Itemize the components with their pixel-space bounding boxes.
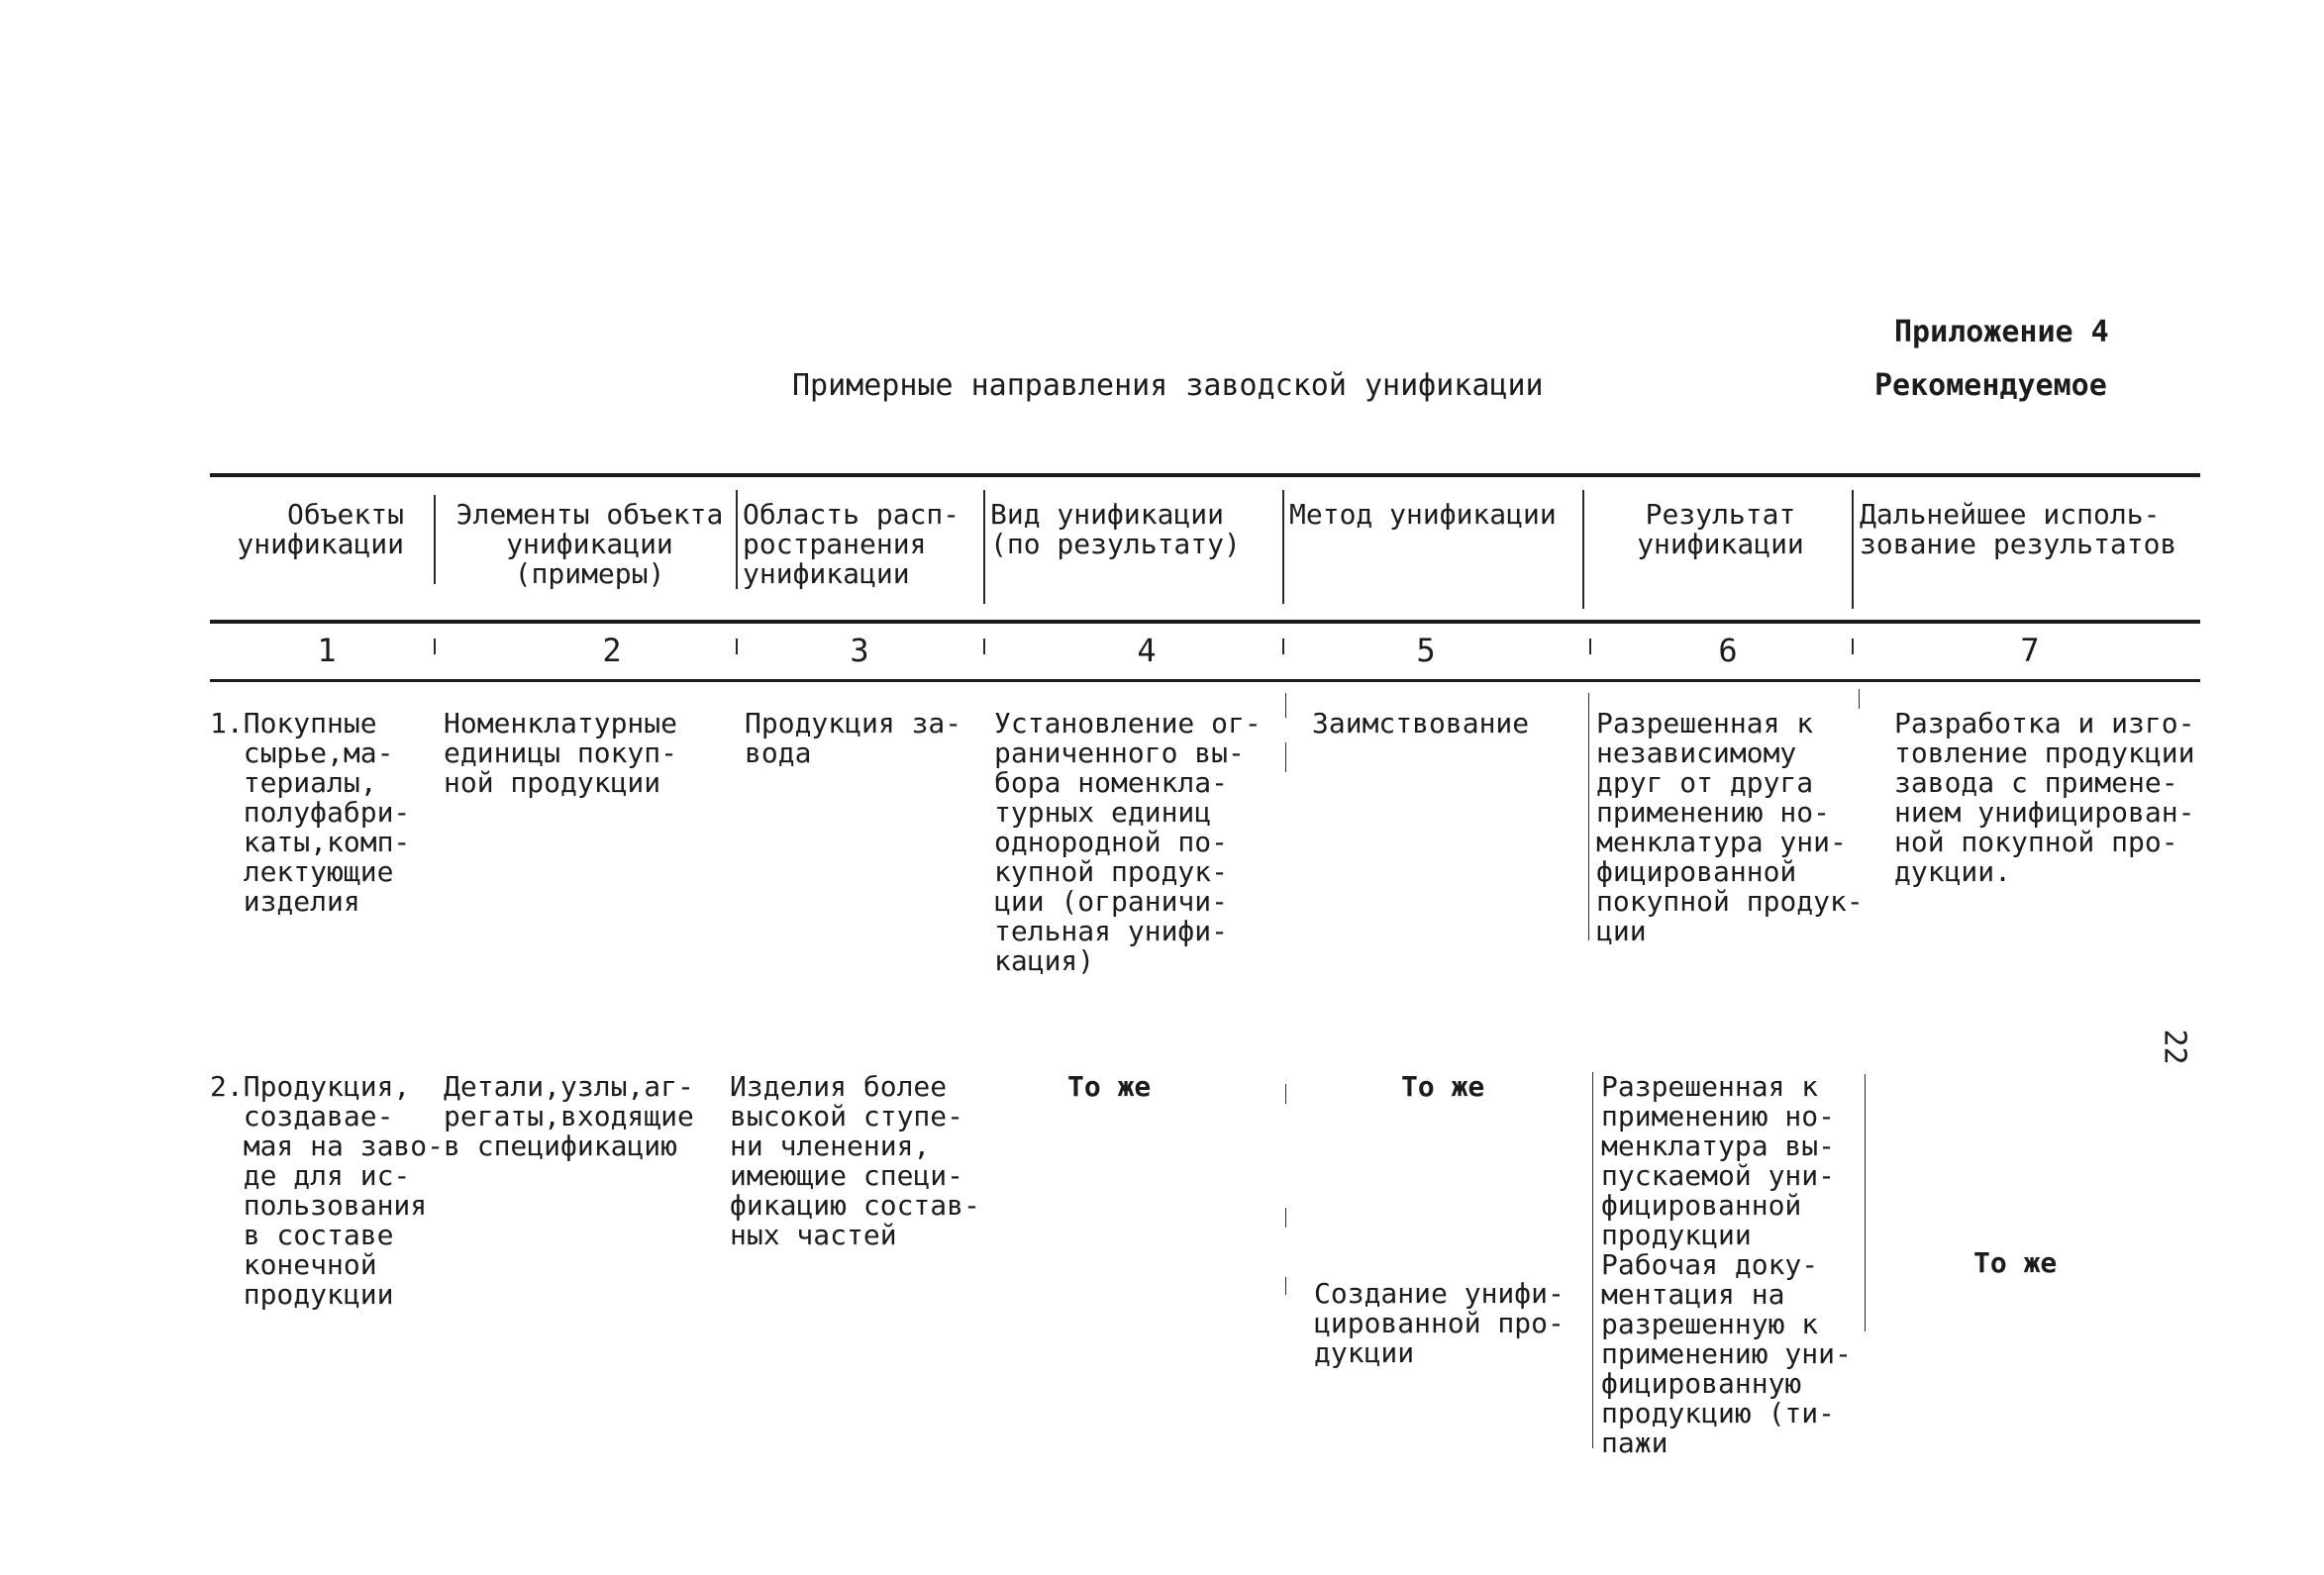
column-header-2: Элементы объекта унификации (примеры) [455, 498, 724, 590]
row-separator [1859, 689, 1860, 709]
number-separator [1589, 639, 1591, 654]
row-separator [1285, 1277, 1286, 1295]
row-separator [1865, 1074, 1866, 1331]
table-top-rule [210, 473, 2200, 477]
column-header-5: Метод унификации [1289, 498, 1557, 531]
row-separator [1285, 1208, 1286, 1228]
table-numbers-rule [210, 679, 2200, 682]
header-separator [983, 490, 985, 604]
row-separator [1285, 693, 1286, 718]
column-header-1: Объекты унификации [237, 498, 404, 560]
header-separator [736, 490, 738, 589]
row1-result: Разрешенная к независимому друг от друга применению но- менклатура уни- фицированной покупной продук- ции [1596, 707, 1864, 947]
column-header-7: Дальнейшее исполь- зование результатов [1860, 498, 2177, 560]
number-separator [1852, 639, 1854, 654]
row2-elements: Детали,узлы,аг- регаты,входящие в спецификацию [444, 1070, 694, 1162]
row-separator [1592, 1072, 1593, 1448]
column-header-6: Результат унификации [1637, 498, 1804, 560]
document-title: Примерные направления заводской унификации [792, 368, 1544, 403]
row1-area: Продукция за- вода [745, 707, 962, 769]
row2-further-use: То же [1973, 1246, 2058, 1279]
row2-area: Изделия более высокой ступе- ни членения, имеющие специ- фикацию состав- ных частей [730, 1070, 980, 1251]
column-number-5: 5 [1416, 632, 1436, 669]
column-header-4: Вид унификации (по результату) [990, 498, 1241, 560]
row1-kind: Установление ог- раниченного вы- бора номенкла- турных единиц однородной по- купной продук- ции (ограничи- тельная унифи- кация) [994, 707, 1262, 977]
number-separator [983, 639, 985, 654]
row-separator [1285, 742, 1286, 772]
row2-result: Разрешенная к применению но- менклатура вы- пускаемой уни- фицированной продукции Рабочая доку- ментация на разрешенную к применению уни- фицированную продукцию (ти- пажи [1601, 1070, 1852, 1459]
number-separator [434, 639, 436, 654]
row2-kind: То же [1067, 1070, 1152, 1103]
appendix-label: Приложение 4 [1894, 315, 2109, 349]
table-header-rule [210, 620, 2200, 624]
column-number-7: 7 [2020, 632, 2040, 669]
row2-method-same: То же [1401, 1070, 1485, 1103]
header-separator [1852, 490, 1854, 609]
header-separator [1282, 490, 1284, 604]
column-number-6: 6 [1718, 632, 1738, 669]
row1-elements: Номенклатурные единицы покуп- ной продукции [444, 707, 678, 799]
recommended-label: Рекомендуемое [1874, 368, 2107, 403]
row-separator [1285, 1084, 1286, 1104]
header-separator [1582, 490, 1584, 609]
column-number-2: 2 [602, 632, 622, 669]
column-number-3: 3 [850, 632, 869, 669]
column-header-3: Область расп- ространения унификации [743, 498, 960, 590]
page-number: 22 [2157, 1029, 2192, 1065]
column-number-1: 1 [317, 632, 337, 669]
header-separator [434, 495, 436, 584]
row-separator [1588, 693, 1589, 940]
column-number-4: 4 [1137, 632, 1157, 669]
number-separator [736, 639, 738, 654]
row1-objects: 1.Покупные сырье,ма- териалы, полуфабри- каты,комп- лектующие изделия [210, 707, 411, 918]
row1-method: Заимствование [1312, 707, 1530, 739]
row1-further-use: Разработка и изго- товление продукции завода с примене- нием унифицирован- ной покупной про- дукции. [1894, 707, 2195, 888]
number-separator [1282, 639, 1284, 654]
row2-method-create: Создание унифи- цированной про- дукции [1314, 1277, 1565, 1369]
row2-objects: 2.Продукция, создавае- мая на заво- де для ис- пользования в составе конечной продукции [210, 1070, 445, 1311]
